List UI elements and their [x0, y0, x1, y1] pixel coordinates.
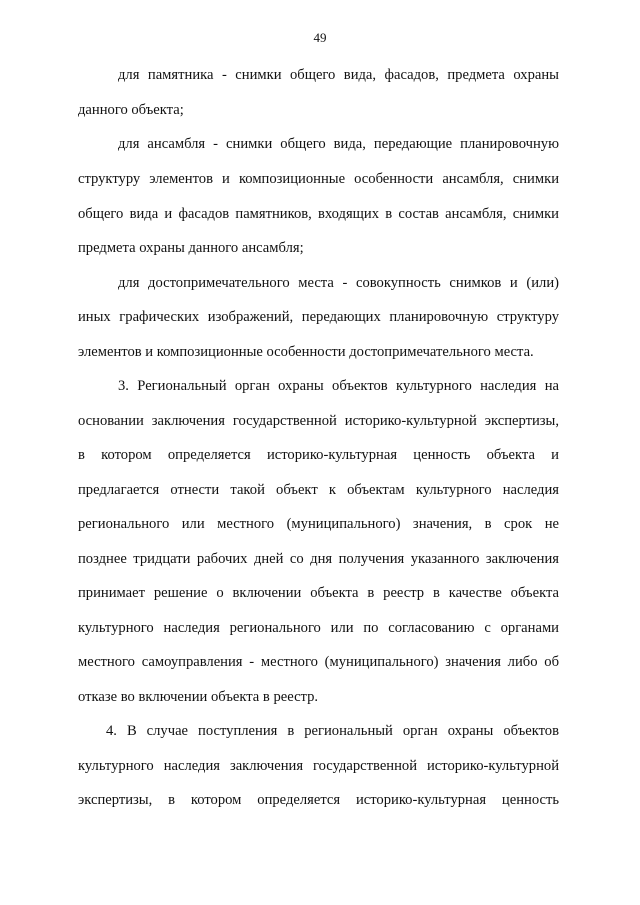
- text-line-13: предлагается отнести такой объект к объектам культурного наследия: [78, 482, 559, 498]
- text-line-17: культурного наследия регионального или по согласованию с органами: [78, 620, 559, 636]
- text-line-18: местного самоуправления - местного (муниципального) значения либо об: [78, 654, 559, 670]
- text-line-22: экспертизы, в котором определяется историко-культурная ценность: [78, 792, 559, 808]
- text-line-7: для достопримечательного места - совокупность снимков и (или): [118, 275, 559, 291]
- text-line-5: общего вида и фасадов памятников, входящих в состав ансамбля, снимки: [78, 206, 559, 222]
- text-line-20: 4. В случае поступления в региональный орган охраны объектов: [106, 723, 559, 739]
- text-line-21: культурного наследия заключения государственной историко-культурной: [78, 758, 559, 774]
- text-line-3: для ансамбля - снимки общего вида, передающие планировочную: [118, 136, 559, 152]
- text-line-1: для памятника - снимки общего вида, фасадов, предмета охраны: [118, 67, 559, 83]
- text-line-19: отказе во включении объекта в реестр.: [78, 689, 319, 705]
- text-line-6: предмета охраны данного ансамбля;: [78, 240, 304, 256]
- page-number: 49: [313, 30, 327, 45]
- text-line-16: принимает решение о включении объекта в реестр в качестве объекта: [78, 585, 559, 601]
- text-line-10: 3. Региональный орган охраны объектов культурного наследия на: [118, 378, 559, 394]
- text-line-8: иных графических изображений, передающих планировочную структуру: [78, 309, 559, 325]
- text-line-15: позднее тридцати рабочих дней со дня получения указанного заключения: [78, 551, 559, 567]
- text-line-2: данного объекта;: [78, 102, 184, 118]
- text-line-11: основании заключения государственной историко-культурной экспертизы,: [78, 413, 559, 429]
- text-line-12: в котором определяется историко-культурная ценность объекта и: [78, 447, 559, 463]
- text-line-4: структуру элементов и композиционные особенности ансамбля, снимки: [78, 171, 559, 187]
- text-line-9: элементов и композиционные особенности достопримечательного места.: [78, 344, 534, 360]
- text-line-14: регионального или местного (муниципального) значения, в срок не: [78, 516, 559, 532]
